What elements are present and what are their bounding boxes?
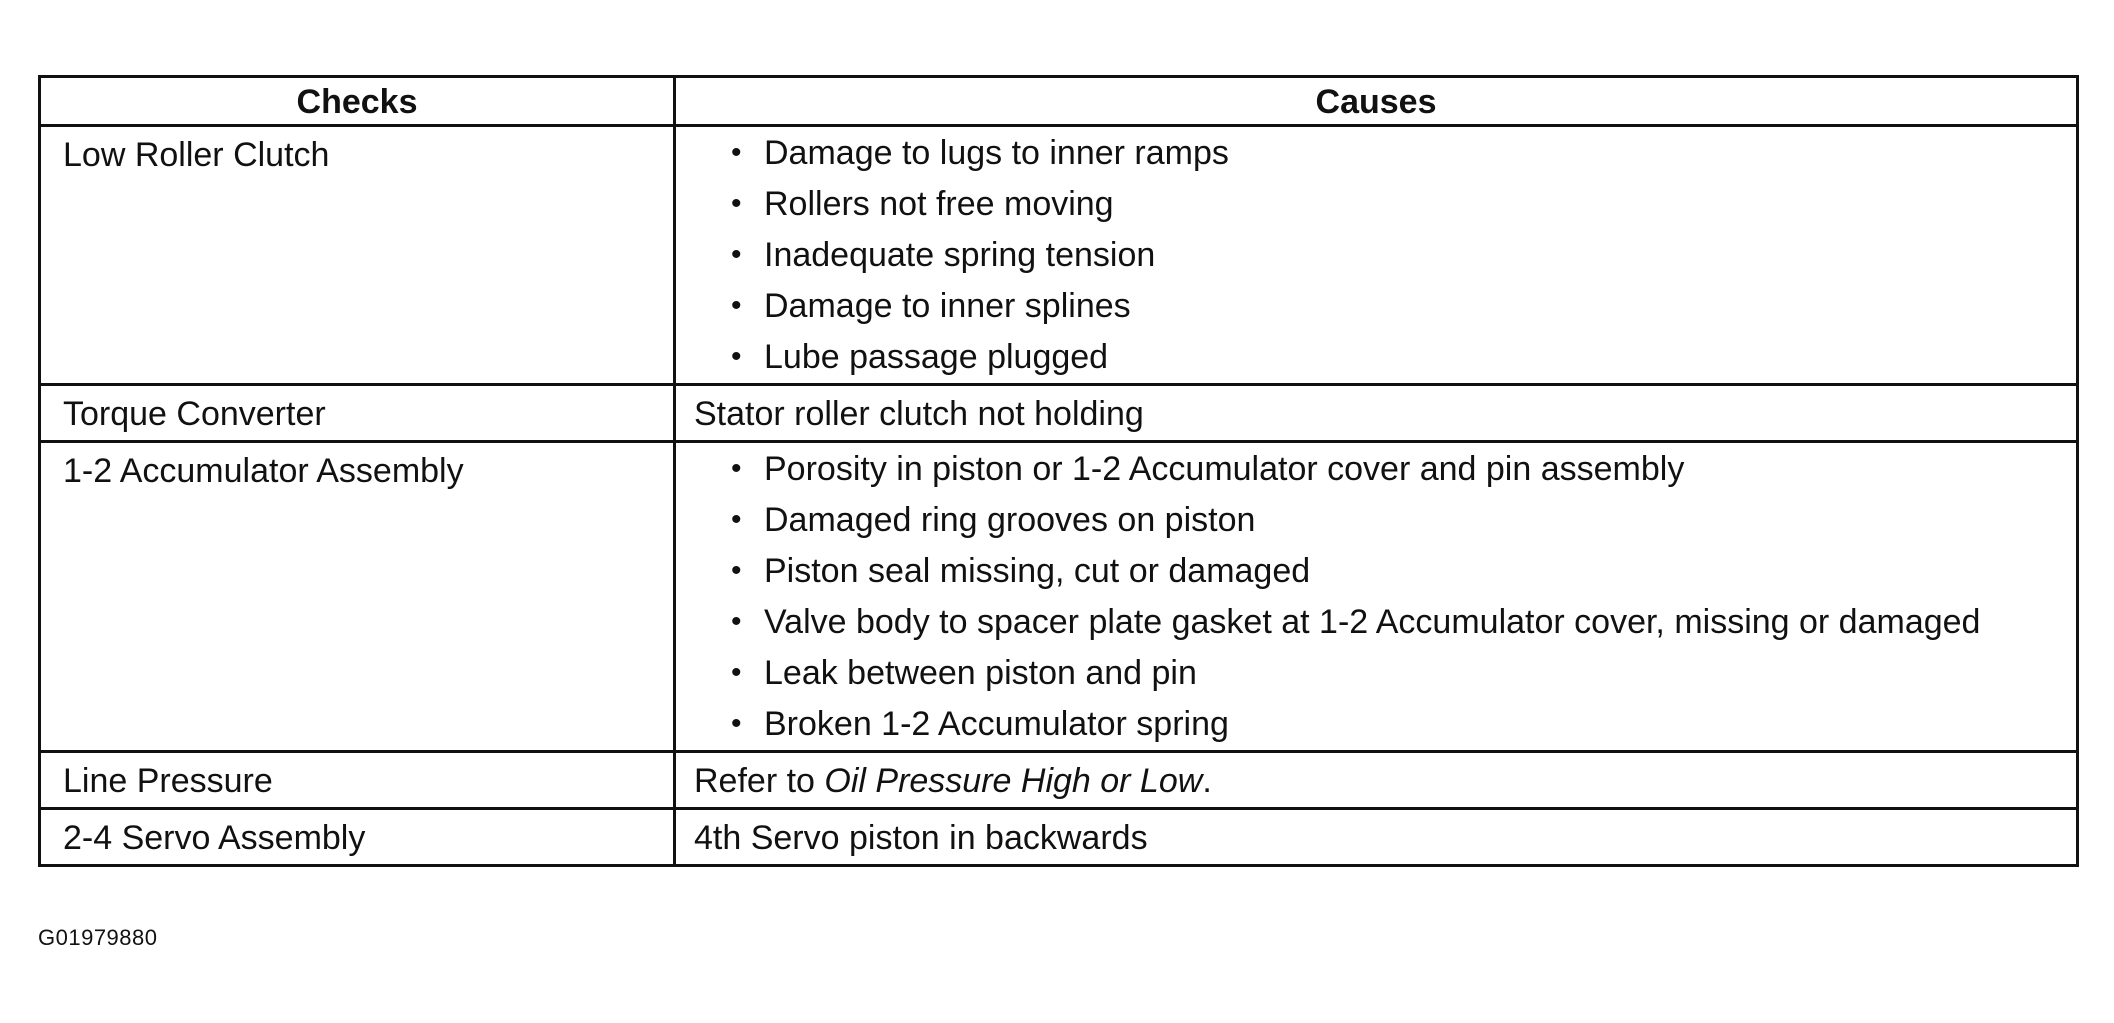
table-row xyxy=(40,809,2078,866)
table-row xyxy=(40,752,2078,809)
cause-text: Porosity in piston or 1-2 Accumulator cover and pin assembly xyxy=(764,450,1685,488)
check-cell: Torque Converter xyxy=(40,385,675,442)
cause-text: Damaged ring grooves on piston xyxy=(764,501,1256,539)
check-cell: Line Pressure xyxy=(40,752,675,809)
list-item xyxy=(694,602,2066,642)
cause-text: Piston seal missing, cut or damaged xyxy=(764,552,1311,590)
list-item xyxy=(694,500,2066,540)
cause-cell xyxy=(675,442,2078,752)
cause-cell: Stator roller clutch not holding xyxy=(675,385,2078,442)
bullet-icon: • xyxy=(731,605,742,638)
bullet-icon: • xyxy=(731,503,742,536)
bullet-icon: • xyxy=(731,136,742,169)
cause-prefix: Refer to xyxy=(694,762,825,800)
cause-cell xyxy=(675,126,2078,385)
cause-text: Broken 1-2 Accumulator spring xyxy=(764,705,1229,743)
list-item xyxy=(694,704,2066,744)
cause-cell xyxy=(675,752,2078,809)
check-cell: Low Roller Clutch xyxy=(40,126,675,385)
list-item xyxy=(694,184,2066,224)
cause-list xyxy=(694,449,2066,744)
bullet-icon: • xyxy=(731,238,742,271)
cause-text: Inadequate spring tension xyxy=(764,236,1156,274)
list-item xyxy=(694,337,2066,377)
cause-text: Leak between piston and pin xyxy=(764,654,1197,692)
bullet-icon: • xyxy=(731,554,742,587)
table-header-row xyxy=(40,77,2078,126)
cause-text: Damage to lugs to inner ramps xyxy=(764,134,1229,172)
cause-cell: 4th Servo piston in backwards xyxy=(675,809,2078,866)
check-cell: 1-2 Accumulator Assembly xyxy=(40,442,675,752)
cause-text: Valve body to spacer plate gasket at 1-2 Accumulator cover, missing or damaged xyxy=(764,603,1981,641)
causes-column-header: Causes xyxy=(675,77,2078,126)
list-item xyxy=(694,235,2066,275)
cause-text: Rollers not free moving xyxy=(764,185,1114,223)
check-cell: 2-4 Servo Assembly xyxy=(40,809,675,866)
bullet-icon: • xyxy=(731,452,742,485)
bullet-icon: • xyxy=(731,707,742,740)
bullet-icon: • xyxy=(731,656,742,689)
bullet-icon: • xyxy=(731,187,742,220)
figure-id: G01979880 xyxy=(38,925,158,950)
table-row xyxy=(40,126,2078,385)
checks-column-header: Checks xyxy=(40,77,675,126)
list-item xyxy=(694,133,2066,173)
bullet-icon: • xyxy=(731,340,742,373)
list-item xyxy=(694,551,2066,591)
list-item xyxy=(694,286,2066,326)
cause-list xyxy=(694,133,2066,377)
cause-text: Damage to inner splines xyxy=(764,287,1131,325)
cause-text: Lube passage plugged xyxy=(764,338,1109,376)
bullet-icon: • xyxy=(731,289,742,322)
cross-reference: Oil Pressure High or Low xyxy=(824,762,1203,800)
list-item xyxy=(694,653,2066,693)
checks-causes-table xyxy=(38,75,2079,867)
list-item xyxy=(694,449,2066,489)
table-row xyxy=(40,385,2078,442)
cause-suffix: . xyxy=(1202,762,1212,800)
table-row xyxy=(40,442,2078,752)
